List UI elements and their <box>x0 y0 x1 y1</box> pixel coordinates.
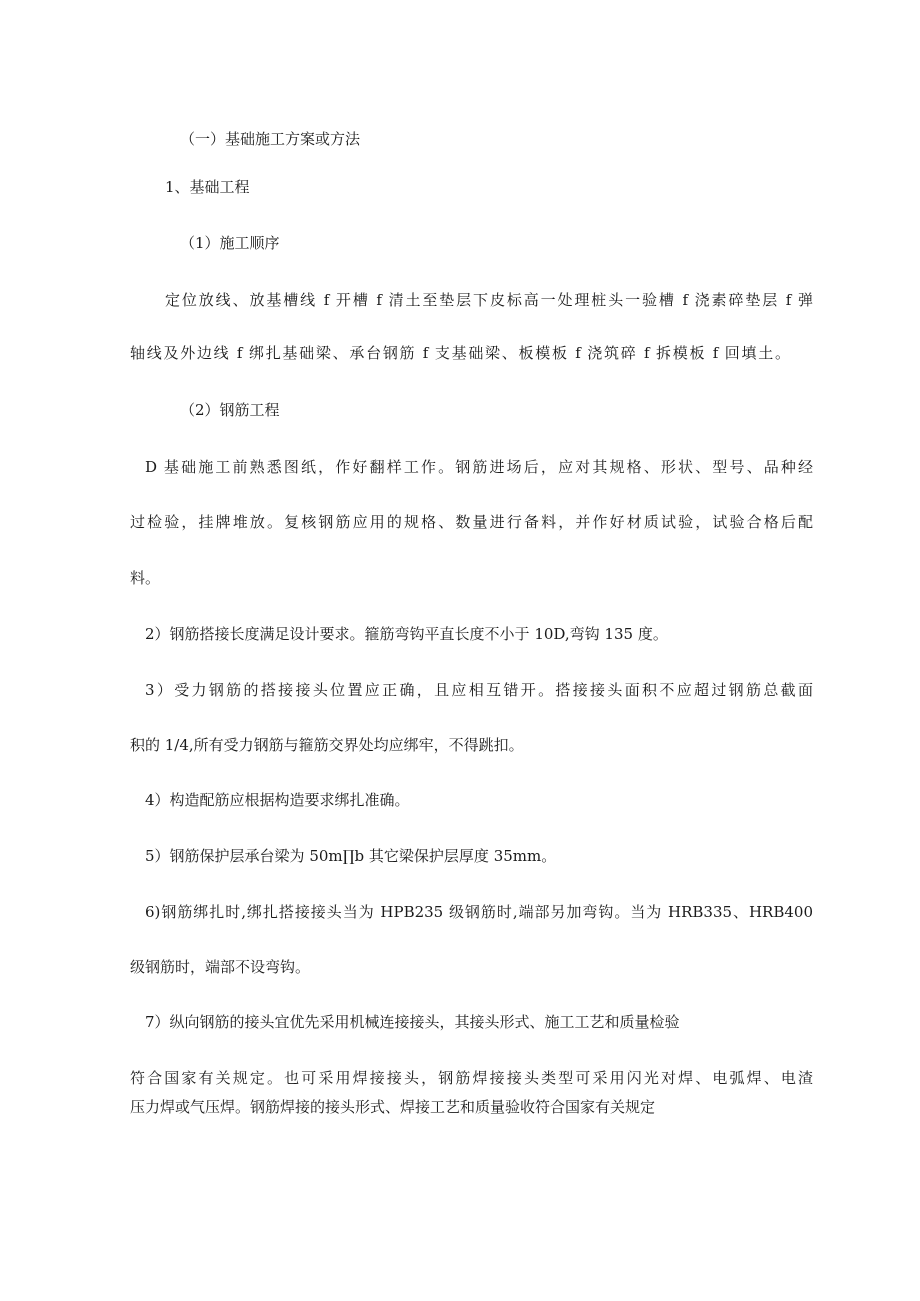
sub-subsection-heading: （1）施工顺序 <box>180 234 280 252</box>
list-item-line: 6)钢筋绑扎时,绑扎搭接接头当为 HPB235 级钢筋时,端部另加弯钩。当为 HRB335、HRB400 <box>145 903 813 921</box>
list-item-line: 积的 1/4,所有受力钢筋与箍筋交界处均应绑牢，不得跳扣。 <box>130 736 524 754</box>
list-item-line: 过检验，挂牌堆放。复核钢筋应用的规格、数量进行备料，并作好材质试验，试验合格后配 <box>130 513 813 531</box>
list-item-line: 3）受力钢筋的搭接接头位置应正确，且应相互错开。搭接接头面积不应超过钢筋总截面 <box>145 681 813 699</box>
subsection-heading: 1、基础工程 <box>165 178 250 196</box>
section-heading: （一）基础施工方案或方法 <box>180 130 361 148</box>
list-item-line: 级钢筋时，端部不设弯钩。 <box>130 958 311 976</box>
list-item-line: D 基础施工前熟悉图纸，作好翻样工作。钢筋进场后，应对其规格、形状、型号、品种经 <box>145 458 813 476</box>
list-item: 2）钢筋搭接长度满足设计要求。箍筋弯钩平直长度不小于 10D,弯钩 135 度。 <box>145 625 668 643</box>
list-item-line: 压力焊或气压焊。钢筋焊接的接头形式、焊接工艺和质量验收符合国家有关规定 <box>130 1098 656 1116</box>
list-item-line: 料。 <box>130 569 161 587</box>
paragraph-line: 定位放线、放基槽线 f 开槽 f 清土至垫层下皮标高一处理桩头一验槽 f 浇素碎垫层 f 弹 <box>165 291 813 309</box>
sub-subsection-heading: （2）钢筋工程 <box>180 401 280 419</box>
list-item: 5）钢筋保护层承台梁为 50m∏b 其它梁保护层厚度 35mm。 <box>145 847 557 865</box>
list-item-line: 7）纵向钢筋的接头宜优先采用机械连接接头，其接头形式、施工工艺和质量检验 <box>145 1013 680 1031</box>
list-item-line: 符合国家有关规定。也可采用焊接接头，钢筋焊接接头类型可采用闪光对焊、电弧焊、电渣 <box>130 1069 813 1087</box>
paragraph-line: 轴线及外边线 f 绑扎基础梁、承台钢筋 f 支基础梁、板模板 f 浇筑碎 f 拆模板 f 回填土。 <box>130 344 790 362</box>
list-item: 4）构造配筋应根据构造要求绑扎准确。 <box>145 791 410 809</box>
